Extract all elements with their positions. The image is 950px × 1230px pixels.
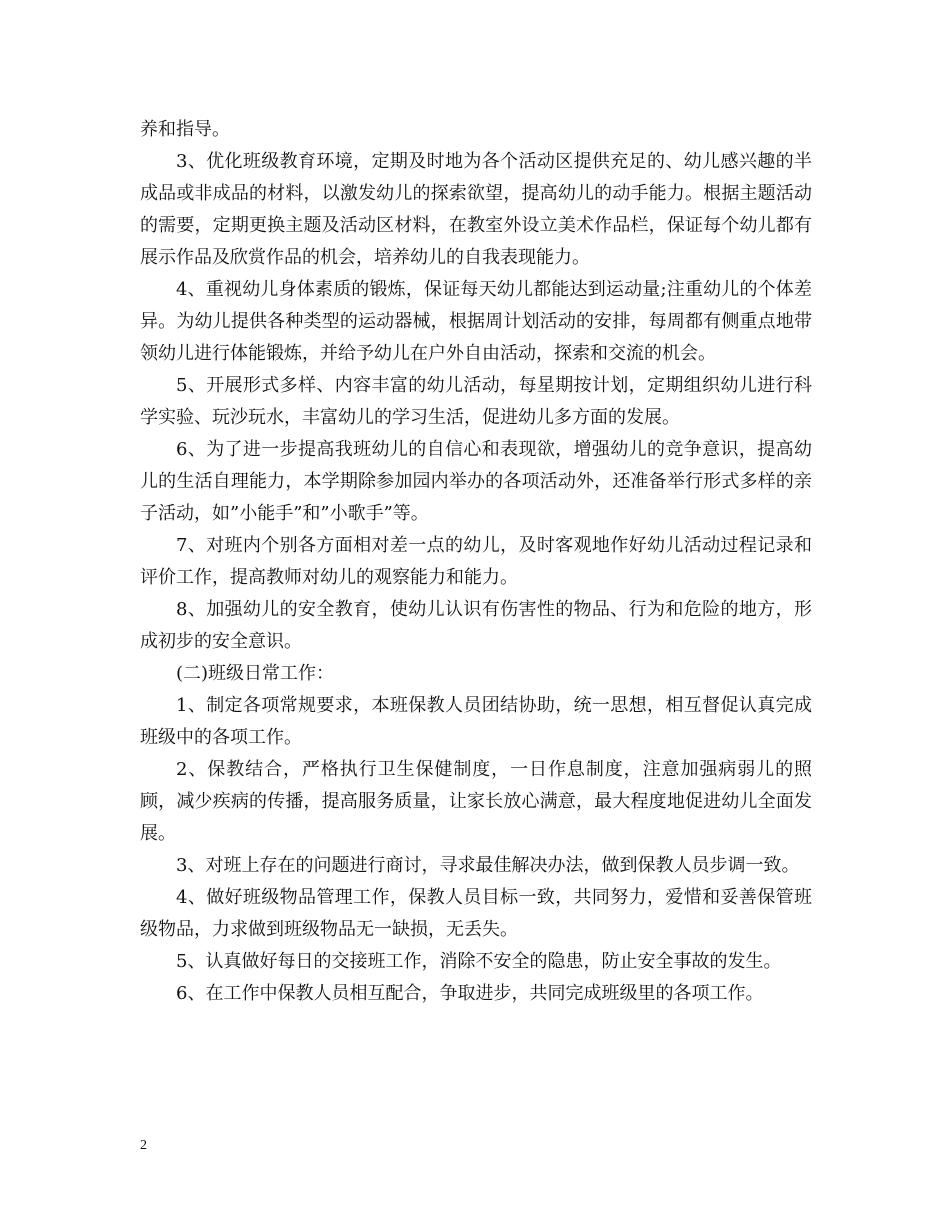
paragraph-daily-6: 6、在工作中保教人员相互配合，争取进步，共同完成班级里的各项工作。: [176, 983, 764, 1004]
paragraph-item-3-environment: 3、优化班级教育环境，定期及时地为各个活动区提供充足的、幼儿感兴趣的半成品或非成品的材料，以激发幼儿的探索欲望，提高幼儿的动手能力。根据主题活动的需要，定期更换主题及活动区材料，在教室外设立美术作品栏，保证每个幼儿都有展示作品及欣赏作品的机会，培养幼儿的自我表现能力。: [140, 151, 812, 268]
paragraph-daily-3: 3、对班上存在的问题进行商讨，寻求最佳解决办法，做到保教人员步调一致。: [176, 855, 800, 876]
paragraph-daily-2: 2、保教结合，严格执行卫生保健制度，一日作息制度，注意加强病弱儿的照顾，减少疾病的传播，提高服务质量，让家长放心满意，最大程度地促进幼儿全面发展。: [140, 759, 812, 844]
paragraph-daily-1: 1、制定各项常规要求，本班保教人员团结协助，统一思想，相互督促认真完成班级中的各项工作。: [140, 695, 812, 748]
paragraph-item-4-physical: 4、重视幼儿身体素质的锻炼，保证每天幼儿都能达到运动量;注重幼儿的个体差异。为幼儿提供各种类型的运动器械，根据周计划活动的安排，每周都有侧重点地带领幼儿进行体能锻炼，并给予幼儿在户外自由活动，探索和交流的机会。: [140, 279, 812, 364]
paragraph-continuation: 养和指导。: [140, 119, 230, 140]
body-text: [140, 114, 812, 1010]
section-heading-daily-work: (二)班级日常工作：: [176, 663, 335, 684]
paragraph-item-5-activities: 5、开展形式多样、内容丰富的幼儿活动，每星期按计划，定期组织幼儿进行科学实验、玩沙玩水，丰富幼儿的学习生活，促进幼儿多方面的发展。: [140, 375, 812, 428]
page-number: 2: [140, 1138, 147, 1153]
paragraph-daily-4: 4、做好班级物品管理工作，保教人员目标一致，共同努力，爱惜和妥善保管班级物品，力求做到班级物品无一缺损，无丢失。: [140, 887, 812, 940]
paragraph-item-8-safety: 8、加强幼儿的安全教育，使幼儿认识有伤害性的物品、行为和危险的地方，形成初步的安全意识。: [140, 599, 812, 652]
paragraph-item-7-records: 7、对班内个别各方面相对差一点的幼儿，及时客观地作好幼儿活动过程记录和评价工作，提高教师对幼儿的观察能力和能力。: [140, 535, 812, 588]
paragraph-daily-5: 5、认真做好每日的交接班工作，消除不安全的隐患，防止安全事故的发生。: [176, 951, 782, 972]
paragraph-item-6-confidence: 6、为了进一步提高我班幼儿的自信心和表现欲，增强幼儿的竞争意识，提高幼儿的生活自理能力，本学期除参加园内举办的各项活动外，还准备举行形式多样的亲子活动，如”小能手”和”小歌手”等。: [140, 439, 812, 524]
